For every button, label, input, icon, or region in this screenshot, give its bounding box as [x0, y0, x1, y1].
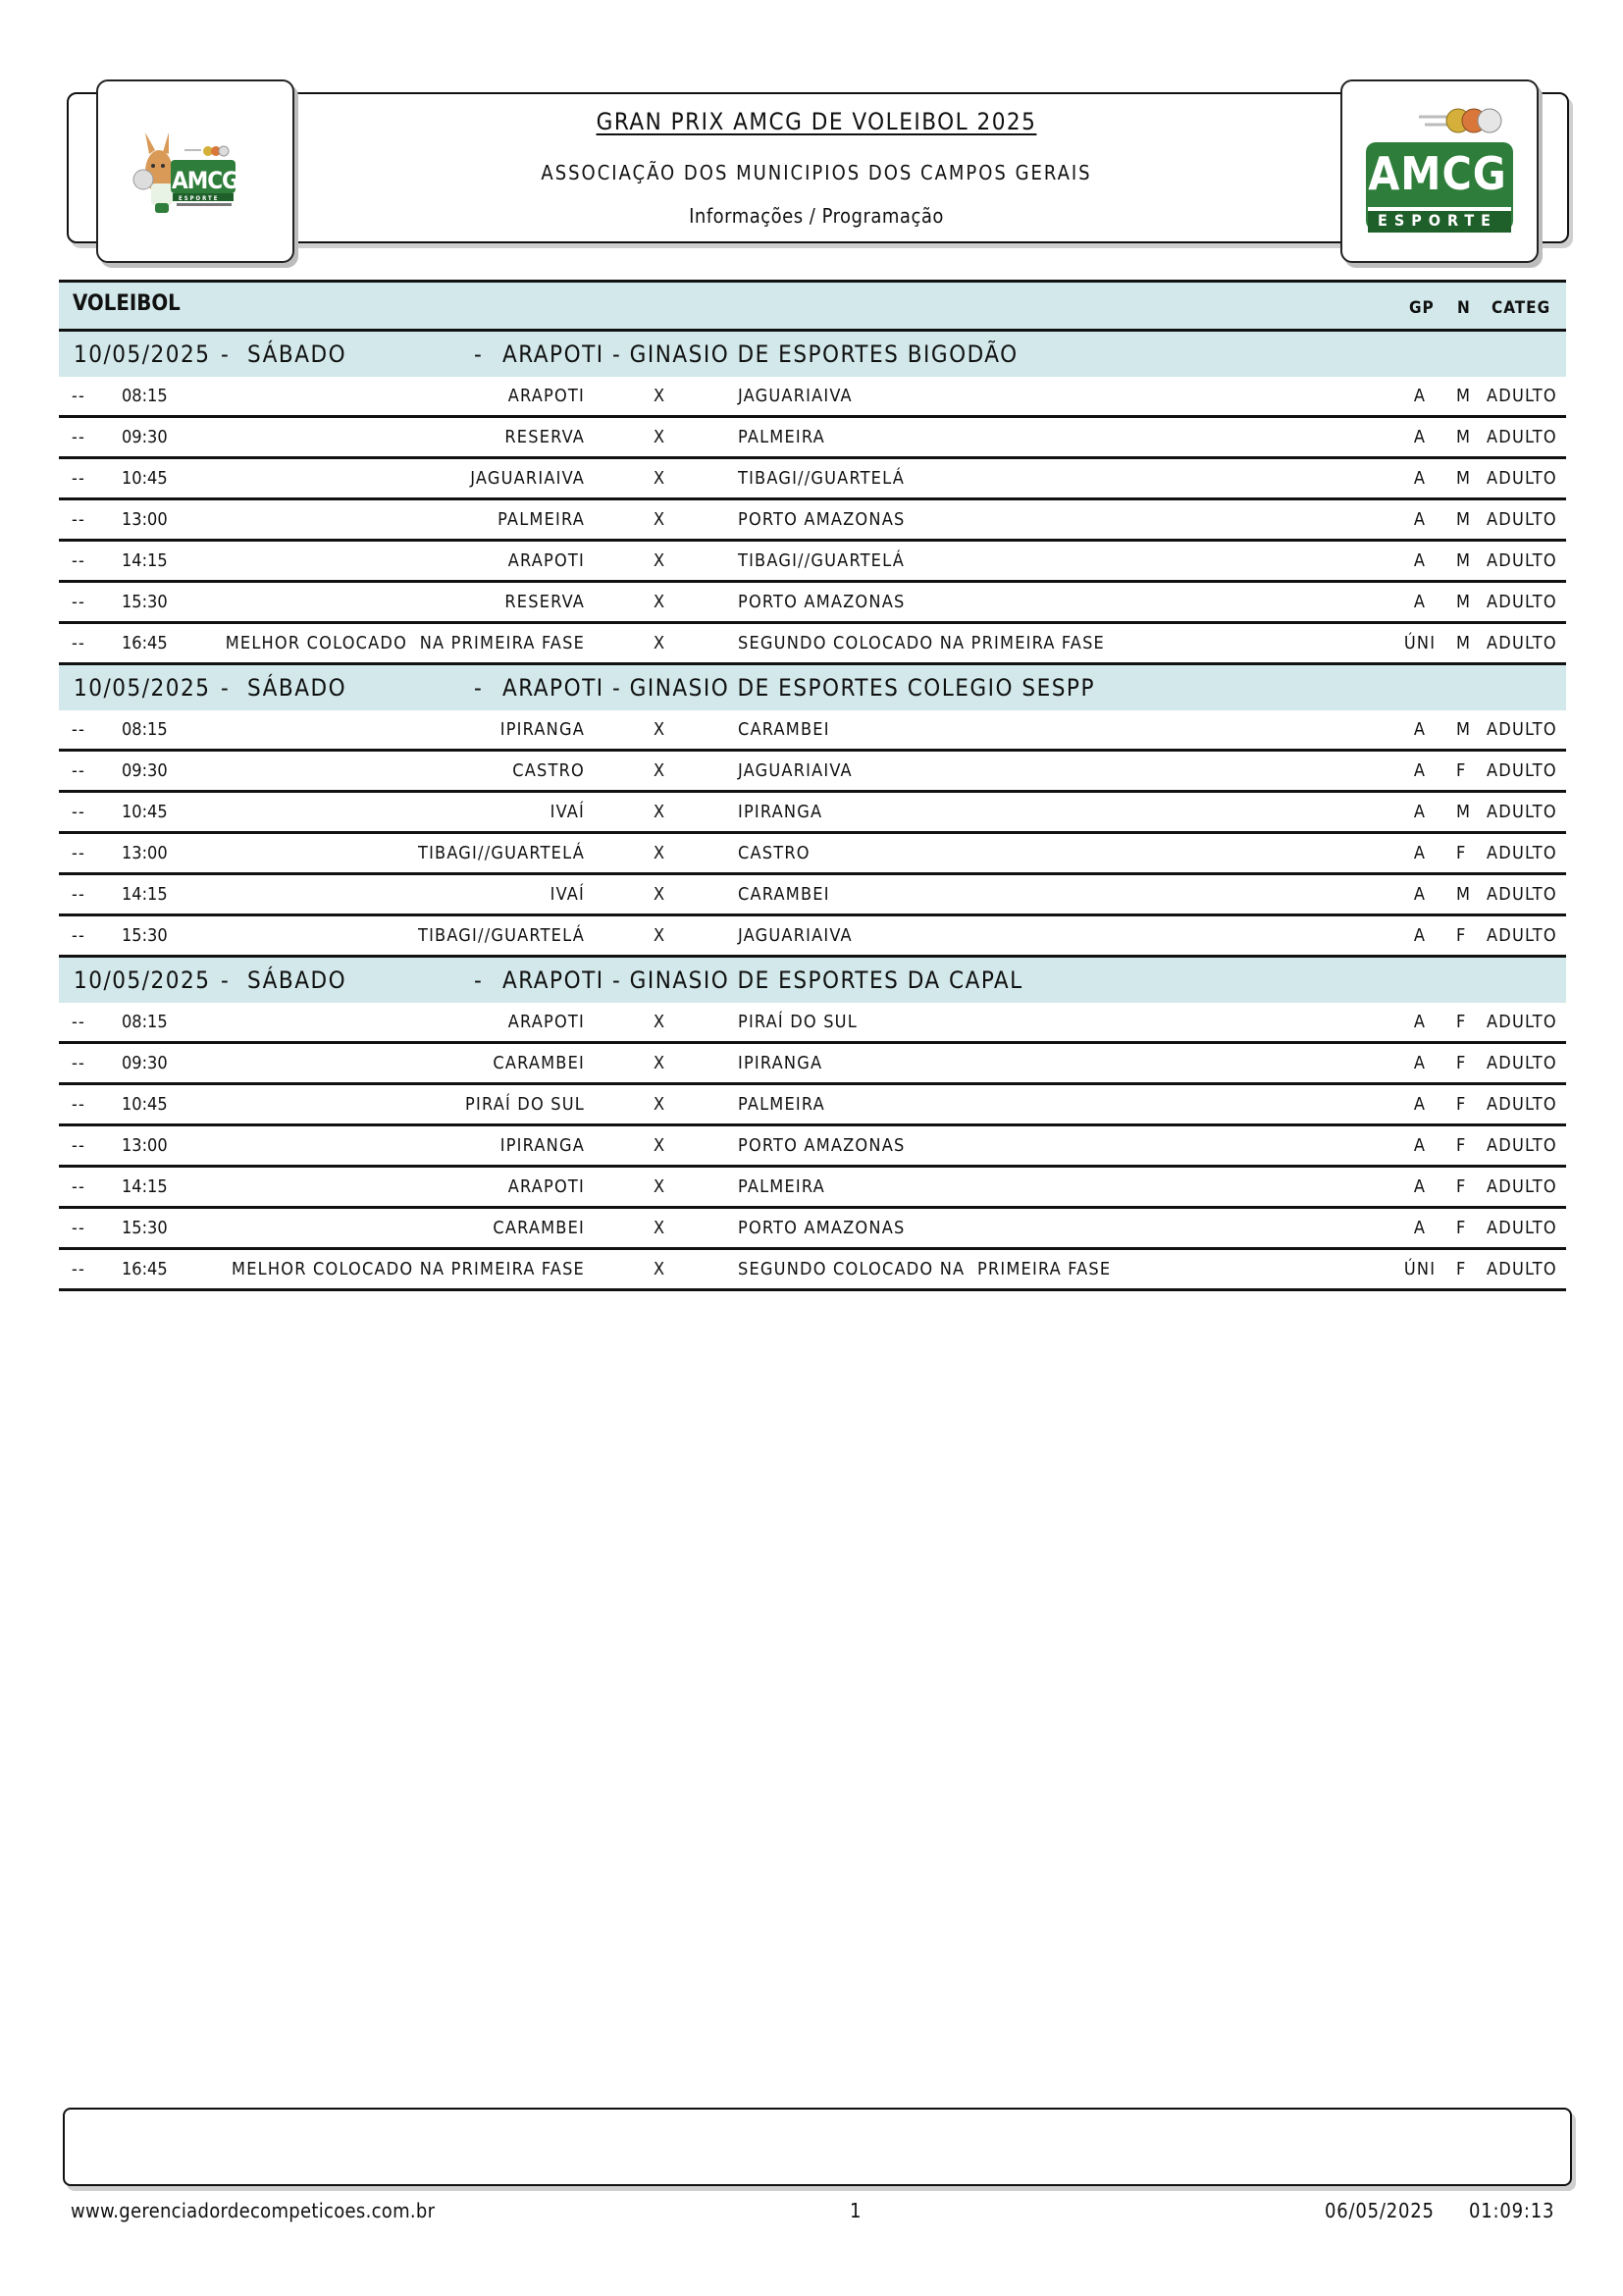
row-marker: --	[72, 802, 86, 822]
section-date: 10/05/2025	[74, 340, 211, 368]
game-phase: A	[1413, 843, 1427, 863]
organization-name: ASSOCIAÇÃO DOS MUNICIPIOS DOS CAMPOS GERAIS	[541, 161, 1092, 184]
game-row	[59, 793, 1566, 834]
gender: M	[1456, 633, 1472, 653]
gender: M	[1456, 884, 1472, 905]
away-team: CARAMBEI	[738, 719, 830, 740]
game-phase: A	[1413, 925, 1427, 946]
column-header-n: N	[1457, 298, 1471, 318]
home-team: ARAPOTI	[507, 1176, 585, 1197]
versus-marker: X	[654, 509, 666, 530]
game-row	[59, 1126, 1566, 1168]
gender: M	[1456, 468, 1472, 489]
row-marker: --	[72, 1053, 86, 1073]
versus-marker: X	[654, 633, 666, 653]
away-team: JAGUARIAIVA	[738, 760, 853, 781]
gender: M	[1456, 386, 1472, 406]
away-team: IPIRANGA	[738, 1053, 823, 1073]
footer-date: 06/05/2025	[1325, 2199, 1435, 2222]
game-phase: ÚNI	[1403, 1259, 1437, 1279]
game-row	[59, 1209, 1566, 1250]
section-separator: -	[221, 966, 231, 994]
versus-marker: X	[654, 802, 666, 822]
footer-box	[63, 2108, 1572, 2186]
away-team: PORTO AMAZONAS	[738, 1135, 906, 1156]
footer-url[interactable]: www.gerenciadordecompeticoes.com.br	[71, 2199, 436, 2222]
game-phase: A	[1413, 1135, 1427, 1156]
away-team: PALMEIRA	[738, 427, 825, 447]
category: ADULTO	[1487, 509, 1557, 530]
game-phase: A	[1413, 509, 1427, 530]
footer-time: 01:09:13	[1469, 2199, 1555, 2222]
gender: M	[1456, 592, 1472, 612]
row-marker: --	[72, 1218, 86, 1238]
away-team: JAGUARIAIVA	[738, 386, 853, 406]
home-team: IVAÍ	[550, 884, 585, 905]
game-time: 10:45	[122, 802, 168, 822]
gender: F	[1456, 1053, 1467, 1073]
sport-name: VOLEIBOL	[73, 291, 181, 316]
category: ADULTO	[1487, 468, 1557, 489]
versus-marker: X	[654, 427, 666, 447]
home-team: PIRAÍ DO SUL	[465, 1094, 585, 1115]
home-team: CASTRO	[512, 760, 585, 781]
category: ADULTO	[1487, 550, 1557, 571]
home-team: CARAMBEI	[493, 1218, 585, 1238]
gender: F	[1456, 1012, 1467, 1032]
section-weekday: SÁBADO	[247, 674, 347, 702]
row-marker: --	[72, 509, 86, 530]
versus-marker: X	[654, 925, 666, 946]
category: ADULTO	[1487, 1135, 1557, 1156]
versus-marker: X	[654, 592, 666, 612]
versus-marker: X	[654, 760, 666, 781]
row-marker: --	[72, 1176, 86, 1197]
versus-marker: X	[654, 843, 666, 863]
game-row	[59, 1250, 1566, 1291]
row-marker: --	[72, 1012, 86, 1032]
versus-marker: X	[654, 1259, 666, 1279]
game-row	[59, 624, 1566, 665]
row-marker: --	[72, 550, 86, 571]
row-marker: --	[72, 468, 86, 489]
section-separator: -	[474, 340, 484, 368]
versus-marker: X	[654, 1094, 666, 1115]
versus-marker: X	[654, 1218, 666, 1238]
game-time: 15:30	[122, 592, 168, 612]
logo-right-sub: ESPORTE	[1377, 211, 1497, 230]
versus-marker: X	[654, 719, 666, 740]
game-time: 15:30	[122, 1218, 168, 1238]
game-phase: A	[1413, 884, 1427, 905]
home-team: ARAPOTI	[507, 1012, 585, 1032]
category: ADULTO	[1487, 925, 1557, 946]
home-team: IPIRANGA	[499, 719, 585, 740]
section-venue: ARAPOTI - GINASIO DE ESPORTES COLEGIO SESPP	[502, 674, 1095, 702]
game-phase: ÚNI	[1403, 633, 1437, 653]
section-venue: ARAPOTI - GINASIO DE ESPORTES BIGODÃO	[502, 340, 1019, 368]
gender: F	[1456, 1218, 1467, 1238]
game-phase: A	[1413, 1053, 1427, 1073]
game-time: 10:45	[122, 468, 168, 489]
category: ADULTO	[1487, 802, 1557, 822]
game-time: 08:15	[122, 719, 168, 740]
gender: F	[1456, 1135, 1467, 1156]
game-time: 16:45	[122, 633, 168, 653]
section-separator: -	[474, 674, 484, 702]
section-weekday: SÁBADO	[247, 340, 347, 368]
versus-marker: X	[654, 1135, 666, 1156]
game-time: 14:15	[122, 1176, 168, 1197]
section-separator: -	[474, 966, 484, 994]
column-header-categ: CATEG	[1492, 298, 1551, 318]
category: ADULTO	[1487, 1218, 1557, 1238]
game-phase: A	[1413, 802, 1427, 822]
category: ADULTO	[1487, 760, 1557, 781]
away-team: SEGUNDO COLOCADO NA PRIMEIRA FASE	[738, 1259, 1112, 1279]
logo-left-sub: ESPORTE	[179, 195, 220, 202]
game-row	[59, 459, 1566, 500]
home-team: MELHOR COLOCADO NA PRIMEIRA FASE	[225, 633, 585, 653]
category: ADULTO	[1487, 1094, 1557, 1115]
away-team: JAGUARIAIVA	[738, 925, 853, 946]
game-phase: A	[1413, 760, 1427, 781]
game-phase: A	[1413, 550, 1427, 571]
game-row	[59, 1085, 1566, 1126]
gender: F	[1456, 843, 1467, 863]
home-team: RESERVA	[504, 592, 585, 612]
game-phase: A	[1413, 1176, 1427, 1197]
home-team: TIBAGI//GUARTELÁ	[417, 843, 585, 863]
versus-marker: X	[654, 1012, 666, 1032]
section-separator: -	[221, 674, 231, 702]
section-date: 10/05/2025	[74, 674, 211, 702]
game-time: 13:00	[122, 843, 168, 863]
category: ADULTO	[1487, 1176, 1557, 1197]
category: ADULTO	[1487, 1259, 1557, 1279]
gender: F	[1456, 1176, 1467, 1197]
gender: F	[1456, 925, 1467, 946]
versus-marker: X	[654, 1053, 666, 1073]
row-marker: --	[72, 884, 86, 905]
category: ADULTO	[1487, 719, 1557, 740]
away-team: PORTO AMAZONAS	[738, 1218, 906, 1238]
game-row	[59, 542, 1566, 583]
away-team: PIRAÍ DO SUL	[738, 1012, 858, 1032]
section-header	[59, 665, 1566, 710]
game-phase: A	[1413, 1012, 1427, 1032]
sections-container	[59, 332, 1566, 1291]
home-team: IVAÍ	[550, 802, 585, 822]
game-row	[59, 583, 1566, 624]
away-team: IPIRANGA	[738, 802, 823, 822]
logo-right-text: AMCG	[1368, 147, 1507, 200]
away-team: PORTO AMAZONAS	[738, 592, 906, 612]
logo-left-text: AMCG	[172, 167, 238, 194]
row-marker: --	[72, 1259, 86, 1279]
game-row	[59, 916, 1566, 958]
away-team: PALMEIRA	[738, 1176, 825, 1197]
category: ADULTO	[1487, 633, 1557, 653]
game-time: 09:30	[122, 1053, 168, 1073]
away-team: TIBAGI//GUARTELÁ	[738, 468, 906, 489]
home-team: ARAPOTI	[507, 550, 585, 571]
game-time: 13:00	[122, 1135, 168, 1156]
game-row	[59, 1168, 1566, 1209]
category: ADULTO	[1487, 1012, 1557, 1032]
home-team: MELHOR COLOCADO NA PRIMEIRA FASE	[232, 1259, 585, 1279]
home-team: TIBAGI//GUARTELÁ	[417, 925, 585, 946]
home-team: JAGUARIAIVA	[470, 468, 585, 489]
section-weekday: SÁBADO	[247, 966, 347, 994]
game-phase: A	[1413, 468, 1427, 489]
game-row	[59, 418, 1566, 459]
gender: M	[1456, 509, 1472, 530]
game-time: 10:45	[122, 1094, 168, 1115]
gender: M	[1456, 802, 1472, 822]
home-team: CARAMBEI	[493, 1053, 585, 1073]
game-time: 16:45	[122, 1259, 168, 1279]
game-time: 14:15	[122, 550, 168, 571]
game-time: 15:30	[122, 925, 168, 946]
row-marker: --	[72, 1094, 86, 1115]
game-row	[59, 710, 1566, 752]
home-team: IPIRANGA	[499, 1135, 585, 1156]
game-row	[59, 1044, 1566, 1085]
away-team: CARAMBEI	[738, 884, 830, 905]
game-row	[59, 875, 1566, 916]
row-marker: --	[72, 925, 86, 946]
game-phase: A	[1413, 592, 1427, 612]
away-team: CASTRO	[738, 843, 811, 863]
away-team: PALMEIRA	[738, 1094, 825, 1115]
game-time: 09:30	[122, 427, 168, 447]
game-row	[59, 834, 1566, 875]
gender: M	[1456, 427, 1472, 447]
gender: M	[1456, 719, 1472, 740]
versus-marker: X	[654, 468, 666, 489]
row-marker: --	[72, 633, 86, 653]
game-time: 08:15	[122, 386, 168, 406]
section-header	[59, 958, 1566, 1003]
section-header	[59, 332, 1566, 377]
versus-marker: X	[654, 884, 666, 905]
game-row	[59, 500, 1566, 542]
game-phase: A	[1413, 427, 1427, 447]
gender: F	[1456, 1094, 1467, 1115]
sport-header	[59, 280, 1566, 332]
game-time: 09:30	[122, 760, 168, 781]
category: ADULTO	[1487, 843, 1557, 863]
document-type: Informações / Programação	[689, 204, 944, 228]
section-date: 10/05/2025	[74, 966, 211, 994]
category: ADULTO	[1487, 427, 1557, 447]
game-time: 14:15	[122, 884, 168, 905]
gender: F	[1456, 760, 1467, 781]
section-venue: ARAPOTI - GINASIO DE ESPORTES DA CAPAL	[502, 966, 1023, 994]
category: ADULTO	[1487, 592, 1557, 612]
versus-marker: X	[654, 1176, 666, 1197]
row-marker: --	[72, 386, 86, 406]
category: ADULTO	[1487, 386, 1557, 406]
category: ADULTO	[1487, 884, 1557, 905]
versus-marker: X	[654, 550, 666, 571]
row-marker: --	[72, 427, 86, 447]
gender: F	[1456, 1259, 1467, 1279]
column-header-gp: GP	[1409, 298, 1435, 318]
away-team: TIBAGI//GUARTELÁ	[738, 550, 906, 571]
row-marker: --	[72, 1135, 86, 1156]
game-row	[59, 377, 1566, 418]
game-phase: A	[1413, 1218, 1427, 1238]
schedule-table	[59, 280, 1566, 1291]
game-time: 13:00	[122, 509, 168, 530]
page-title: GRAN PRIX AMCG DE VOLEIBOL 2025	[596, 108, 1037, 135]
home-team: PALMEIRA	[497, 509, 585, 530]
home-team: RESERVA	[504, 427, 585, 447]
row-marker: --	[72, 719, 86, 740]
gender: M	[1456, 550, 1472, 571]
game-phase: A	[1413, 1094, 1427, 1115]
game-row	[59, 752, 1566, 793]
game-time: 08:15	[122, 1012, 168, 1032]
home-team: ARAPOTI	[507, 386, 585, 406]
row-marker: --	[72, 760, 86, 781]
away-team: SEGUNDO COLOCADO NA PRIMEIRA FASE	[738, 633, 1105, 653]
row-marker: --	[72, 843, 86, 863]
game-row	[59, 1003, 1566, 1044]
game-phase: A	[1413, 719, 1427, 740]
game-phase: A	[1413, 386, 1427, 406]
page-number: 1	[850, 2199, 862, 2222]
section-separator: -	[221, 340, 231, 368]
category: ADULTO	[1487, 1053, 1557, 1073]
away-team: PORTO AMAZONAS	[738, 509, 906, 530]
versus-marker: X	[654, 386, 666, 406]
row-marker: --	[72, 592, 86, 612]
